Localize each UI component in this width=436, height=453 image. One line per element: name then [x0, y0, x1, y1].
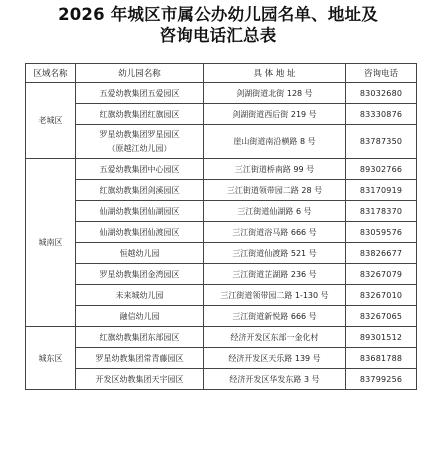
kindergarten-phone: 83267079	[346, 264, 417, 285]
kindergarten-name: 罗星幼教集团常青藤园区	[76, 348, 204, 369]
kindergarten-name: 红旗幼教集团剑溪园区	[76, 180, 204, 201]
table-row	[26, 222, 417, 243]
kindergarten-phone: 83330876	[346, 104, 417, 125]
kindergarten-phone: 89301512	[346, 327, 417, 348]
kindergarten-name: 仙湖幼教集团仙渡园区	[76, 222, 204, 243]
kindergarten-address: 三江街道新悦路 666 号	[204, 306, 346, 327]
table-row	[26, 306, 417, 327]
kindergarten-phone: 83799256	[346, 369, 417, 390]
page-title-line-1: 2026 年城区市属公办幼儿园名单、地址及	[58, 5, 378, 24]
table-row	[26, 159, 417, 180]
kindergarten-phone: 83681788	[346, 348, 417, 369]
kindergarten-name	[76, 125, 204, 159]
district-cell: 老城区	[26, 83, 76, 159]
kindergarten-name: 罗星幼教集团金湾园区	[76, 264, 204, 285]
table-row	[26, 243, 417, 264]
kindergarten-name: 红旗幼教集团红旗园区	[76, 104, 204, 125]
kindergarten-phone: 83170919	[346, 180, 417, 201]
kindergarten-address: 剑湖街道北街 128 号	[204, 83, 346, 104]
kindergarten-phone: 83267065	[346, 306, 417, 327]
kindergarten-address: 经济开发区华发东路 3 号	[204, 369, 346, 390]
kindergarten-name: 红旗幼教集团东部园区	[76, 327, 204, 348]
kindergarten-address: 剑湖街道西后街 219 号	[204, 104, 346, 125]
kindergarten-name: 融信幼儿园	[76, 306, 204, 327]
district-cell: 城东区	[26, 327, 76, 390]
kindergarten-address: 经济开发区天乐路 139 号	[204, 348, 346, 369]
table-row	[26, 83, 417, 104]
kindergarten-phone: 83059576	[346, 222, 417, 243]
kindergarten-address: 三江街道芷湖路 236 号	[204, 264, 346, 285]
table-row	[26, 125, 417, 159]
kindergarten-address: 三江街道浴马路 666 号	[204, 222, 346, 243]
kindergarten-name: 恒越幼儿园	[76, 243, 204, 264]
page-title-line-2: 咨询电话汇总表	[159, 26, 277, 45]
table-row	[26, 369, 417, 390]
kindergarten-address: 三江街道仙渡路 521 号	[204, 243, 346, 264]
kindergarten-address: 三江街道桥南路 99 号	[204, 159, 346, 180]
kindergarten-address: 三江街道仙湖路 6 号	[204, 201, 346, 222]
kindergarten-name: 开发区幼教集团天宇园区	[76, 369, 204, 390]
kindergarten-phone: 83267010	[346, 285, 417, 306]
header-phone: 咨询电话	[346, 64, 417, 83]
kindergarten-name-note: （原越江幼儿园）	[107, 143, 172, 153]
table-row	[26, 180, 417, 201]
kindergarten-phone: 89302766	[346, 159, 417, 180]
table-row	[26, 264, 417, 285]
table-header-row	[26, 64, 417, 83]
kindergarten-name-main: 罗星幼教集团罗星园区	[99, 129, 180, 139]
page-title	[0, 4, 436, 46]
table-row	[26, 285, 417, 306]
kindergarten-phone: 83178370	[346, 201, 417, 222]
kindergarten-phone: 83032680	[346, 83, 417, 104]
table-row	[26, 201, 417, 222]
table-row	[26, 348, 417, 369]
kindergarten-address: 崖山街道南沿横路 8 号	[204, 125, 346, 159]
kindergarten-address: 三江街道领带园二路 1-130 号	[204, 285, 346, 306]
header-kindergarten-name: 幼儿园名称	[76, 64, 204, 83]
kindergarten-address: 经济开发区东部一金化村	[204, 327, 346, 348]
kindergarten-address: 三江街道领带园二路 28 号	[204, 180, 346, 201]
header-district: 区域名称	[26, 64, 76, 83]
kindergarten-phone: 83826677	[346, 243, 417, 264]
kindergarten-name: 五爱幼教集团中心园区	[76, 159, 204, 180]
table-row	[26, 104, 417, 125]
kindergarten-name: 仙湖幼教集团仙湖园区	[76, 201, 204, 222]
district-cell: 城南区	[26, 159, 76, 327]
kindergarten-phone: 83787350	[346, 125, 417, 159]
table-row	[26, 327, 417, 348]
kindergarten-name: 五爱幼教集团五爱园区	[76, 83, 204, 104]
kindergarten-table	[25, 63, 417, 390]
kindergarten-name: 未来城幼儿园	[76, 285, 204, 306]
header-address: 具 体 地 址	[204, 64, 346, 83]
